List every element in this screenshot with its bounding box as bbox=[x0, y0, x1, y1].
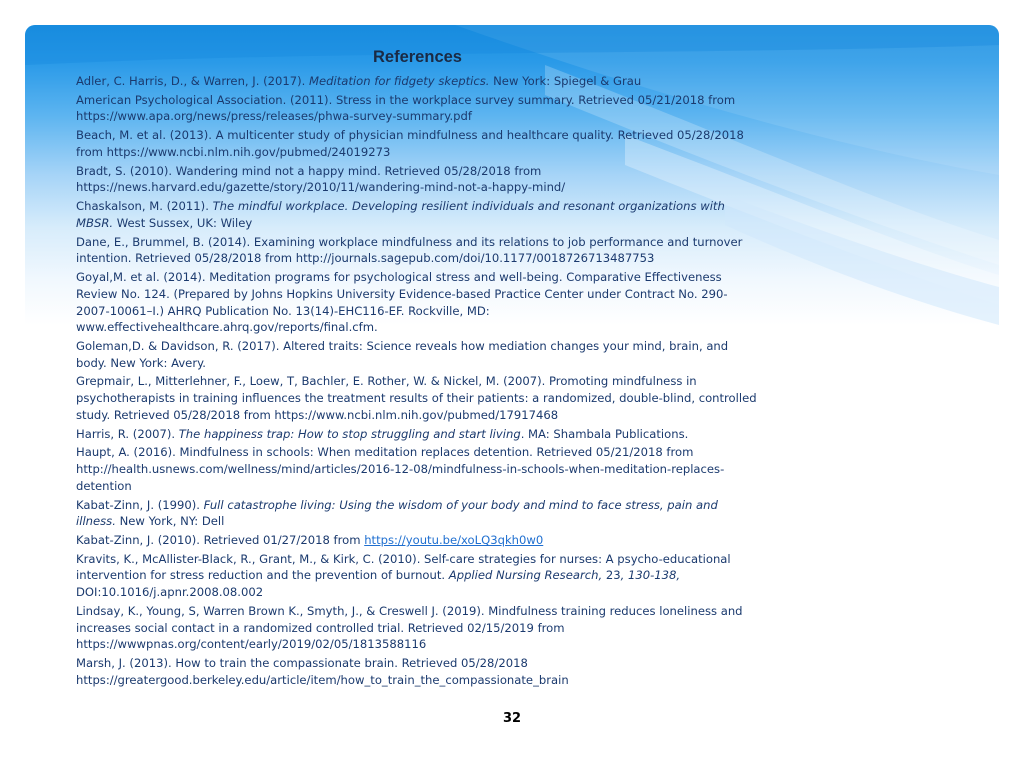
reference-entry bbox=[76, 338, 761, 371]
reference-entry bbox=[76, 92, 761, 125]
ref-text: Kabat-Zinn, J. (1990). bbox=[76, 497, 204, 512]
ref-title: The mindful workplace. Developing resilient individuals and resonant organizations with MBSR. bbox=[76, 199, 725, 230]
ref-text: Beach, M. et al. (2013). A multicenter study of physician mindfulness and healthcare quality. Retrieved 05/28/2018 from https://www.ncbi.nlm.nih.gov/pubmed/24019273 bbox=[76, 128, 744, 159]
ref-text: Kravits, K., McAllister-Black, R., Grant, M., & Kirk, C. (2010). Self-care strategies for nurses: A psycho-educational intervention for stress reduction and the prevention of burnout. bbox=[76, 551, 731, 583]
reference-entry bbox=[76, 234, 761, 267]
ref-text: Adler, C. Harris, D., & Warren, J. (2017). bbox=[76, 74, 310, 88]
reference-entry bbox=[76, 163, 761, 196]
reference-entry bbox=[76, 269, 761, 335]
reference-entry bbox=[76, 532, 761, 549]
ref-text: Bradt, S. (2010). Wandering mind not a happy mind. Retrieved 05/28/2018 from https://news.harvard.edu/gazette/story/2010/11/wandering-mind-not-a-happy-mind/ bbox=[76, 163, 566, 195]
ref-pages: , 130-138, bbox=[620, 568, 681, 583]
reference-entry bbox=[76, 127, 761, 160]
ref-title: The happiness trap: How to stop struggling and start living bbox=[178, 426, 521, 441]
page-title: References bbox=[373, 48, 462, 66]
ref-journal: Applied Nursing Research, bbox=[448, 568, 603, 583]
ref-text: Grepmair, L., Mitterlehner, F., Loew, T, Bachler, E. Rother, W. & Nickel, M. (2007). Promoting mindfulness in psychotherapists in training influences the treatment results of their patients: a randomized, double-blind, controlled study. Retrieved 05/28/2018 from https://www.ncbi.nlm.nih.gov/pubmed/17917468 bbox=[76, 374, 757, 422]
ref-volume: 23 bbox=[602, 568, 621, 583]
ref-text: American Psychological Association. (2011). Stress in the workplace survey summary. Retrieved 05/21/2018 from https://www.apa.org/news/press/releases/phwa-survey-summary.pdf bbox=[76, 92, 736, 124]
reference-entry bbox=[76, 373, 761, 423]
ref-title: Full catastrophe living: Using the wisdom of your body and mind to face stress, pain and illness. bbox=[76, 497, 718, 529]
ref-text: Goyal,M. et al. (2014). Meditation programs for psychological stress and well-being. Comparative Effectiveness Review No. 124. (Prepared by Johns Hopkins University Evidence-based Practice Center under Contract No. 290-2007-10061–I.) AHRQ Publication No. 13(14)-EHC116-EF. Rockville, MD: www.effectivehealthcare.ahrq.gov/reports/final.cfm. bbox=[76, 270, 728, 335]
page-number: 32 bbox=[502, 711, 522, 726]
reference-entry bbox=[76, 603, 761, 653]
ref-text: Kabat-Zinn, J. (2010). Retrieved 01/27/2018 from bbox=[76, 533, 365, 547]
ref-doi: DOI:10.1016/j.apnr.2008.08.002 bbox=[76, 585, 264, 600]
ref-title: Meditation for fidgety skeptics. bbox=[309, 74, 490, 88]
reference-entry bbox=[76, 426, 761, 443]
ref-text: Dane, E., Brummel, B. (2014). Examining workplace mindfulness and its relations to job performance and turnover intention. Retrieved 05/28/2018 from http://journals.sagepub.com/doi/10.1177/0018726713487753 bbox=[76, 234, 743, 266]
references-list bbox=[76, 73, 761, 691]
ref-text: Lindsay, K., Young, S, Warren Brown K., Smyth, J., & Creswell J. (2019). Mindfulness training reduces loneliness and increases social contact in a randomized controlled trial. Retrieved 02/15/2019 from https://wwwpnas.org/content/early/2019/02/05/1813588116 bbox=[76, 603, 743, 652]
youtube-link[interactable]: https://youtu.be/xoLQ3qkh0w0 bbox=[364, 533, 544, 547]
reference-entry bbox=[76, 497, 761, 530]
ref-text: Chaskalson, M. (2011). bbox=[76, 199, 213, 214]
reference-entry bbox=[76, 73, 761, 90]
ref-text: Goleman,D. & Davidson, R. (2017). Altered traits: Science reveals how mediation changes your mind, brain, and body. New York: Avery. bbox=[76, 338, 729, 370]
ref-publisher: New York: Spiegel & Grau bbox=[489, 74, 642, 88]
ref-publisher: . MA: Shambala Publications. bbox=[520, 426, 689, 441]
ref-text: Haupt, A. (2016). Mindfulness in schools: When meditation replaces detention. Retrieved 05/21/2018 from http://health.usnews.com/wellness/mind/articles/2016-12-08/mindfulness-in-schools-when-meditation-replaces-detention bbox=[76, 445, 725, 493]
reference-entry bbox=[76, 655, 761, 688]
ref-publisher: West Sussex, UK: Wiley bbox=[113, 215, 253, 230]
reference-entry bbox=[76, 198, 761, 231]
ref-text: Harris, R. (2007). bbox=[76, 426, 179, 441]
ref-text: Marsh, J. (2013). How to train the compassionate brain. Retrieved 05/28/2018 https://greatergood.berkeley.edu/article/item/how_to_train_the_compassionate_brain bbox=[76, 656, 569, 687]
reference-entry bbox=[76, 551, 761, 601]
reference-entry bbox=[76, 444, 761, 494]
ref-publisher: New York, NY: Dell bbox=[115, 514, 225, 529]
